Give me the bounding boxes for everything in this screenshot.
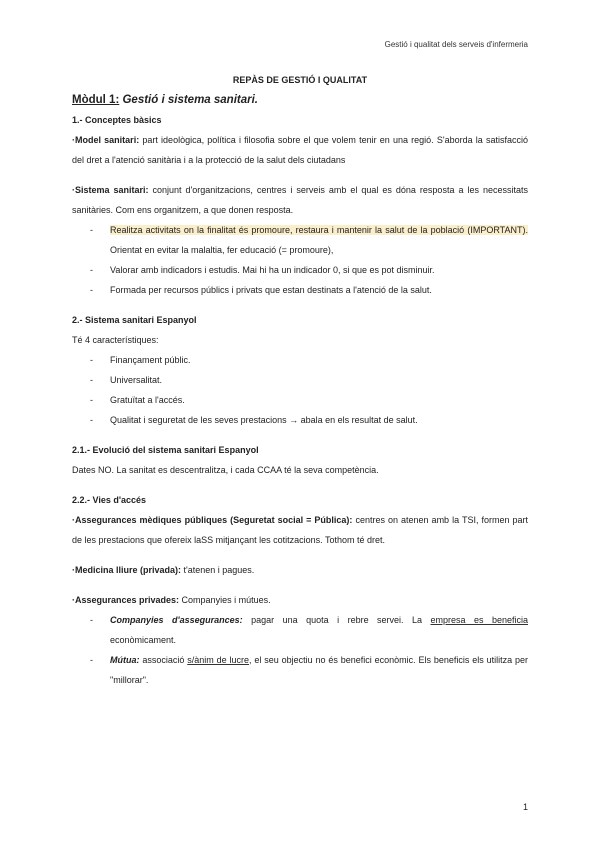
medicina-lliure-paragraph <box>72 560 528 580</box>
list-item-text: , el seu objectiu no és benefici econòmic. Els beneficis els utilitza per "millorar". <box>110 655 528 685</box>
sistema-sanitari-text: conjunt d'organitzacions, centres i serveis amb el qual es dóna resposta a les necessitats sanitàries. Com ens organitzem, a que donen resposta. <box>72 185 528 215</box>
section-2-intro: Té 4 característiques: <box>72 335 159 345</box>
list-item-text: Orientat en evitar la malaltia, fer educació (= promoure), <box>110 245 334 255</box>
module-name: Gestió i sistema sanitari. <box>122 94 258 106</box>
list-item <box>72 650 528 690</box>
underlined-text: empresa es beneficia <box>430 615 528 625</box>
assegurances-publiques-paragraph <box>72 510 528 550</box>
section-2-list <box>72 350 528 430</box>
model-sanitari-term: ·Model sanitari: <box>72 135 140 145</box>
list-item: - Valorar amb indicadors i estudis. Mai hi ha un indicador 0, si que es pot disminuir. <box>72 260 528 280</box>
section-2-2-heading: 2.2.- Vies d'accés <box>72 495 147 505</box>
section-2-1-heading: 2.1.- Evolució del sistema sanitari Espanyol <box>72 445 259 455</box>
assegurances-privades-term: ·Assegurances privades: <box>72 595 180 605</box>
section-2-heading: 2.- Sistema sanitari Espanyol <box>72 315 197 325</box>
mutua-term: Mútua: <box>110 655 140 665</box>
sistema-sanitari-paragraph <box>72 180 528 220</box>
assegurances-publiques-text: centres on atenen amb la TSI, formen part de les prestacions que ofereix laSS mitjançant les cotitzacions. Tothom té dret. <box>72 515 528 545</box>
list-item: - Universalitat. <box>72 370 528 390</box>
list-item-text: econòmicament. <box>110 635 177 645</box>
list-item <box>72 610 528 650</box>
module-heading <box>72 90 528 110</box>
sistema-sanitari-term: ·Sistema sanitari: <box>72 185 149 195</box>
underlined-text: s/ànim de lucre <box>187 655 249 665</box>
list-item <box>72 220 528 260</box>
section-1-heading: 1.- Conceptes bàsics <box>72 115 162 125</box>
model-sanitari-paragraph <box>72 130 528 170</box>
assegurances-privades-paragraph <box>72 590 528 610</box>
medicina-lliure-text: t'atenen i pagues. <box>181 565 255 575</box>
document-title: REPÀS DE GESTIÓ I QUALITAT <box>232 75 368 85</box>
section-2-1-text: Dates NO. La sanitat es descentralitza, i cada CCAA té la seva competència. <box>72 465 379 475</box>
list-item: - Gratuïtat a l'accés. <box>72 390 528 410</box>
list-item-text: associació <box>139 655 188 665</box>
section-2-2-list <box>72 610 528 690</box>
assegurances-privades-text: Companyies i mútues. <box>179 595 271 605</box>
list-item: - Finançament públic. <box>72 350 528 370</box>
section-1-list <box>72 220 528 300</box>
assegurances-publiques-term: ·Assegurances mèdiques públiques (Seguretat social = Pública): <box>72 515 353 525</box>
list-item: - Formada per recursos públics i privats que estan destinats a l'atenció de la salut. <box>72 280 528 300</box>
page-number: 1 <box>522 802 528 812</box>
list-item-text: pagar una quota i rebre servei. La <box>242 615 431 625</box>
module-label: Mòdul 1: <box>72 94 120 106</box>
highlighted-text: Realitza activitats on la finalitat és promoure, restaura i mantenir la salut de la població (IMPORTANT). <box>110 225 528 235</box>
running-header: Gestió i qualitat dels serveis d'infermeria <box>384 40 528 49</box>
medicina-lliure-term: ·Medicina lliure (privada): <box>72 565 182 575</box>
document-body <box>72 70 528 690</box>
model-sanitari-text: part ideològica, política i filosofia sobre el que volem tenir en una regió. S'aborda la satisfacció del dret a l'atenció sanitària i a la protecció de la salut dels ciutadans <box>72 135 528 165</box>
list-item: - Qualitat i seguretat de les seves prestacions → abala en els resultat de salut. <box>72 410 528 430</box>
companyies-term: Companyies d'assegurances: <box>110 615 243 625</box>
